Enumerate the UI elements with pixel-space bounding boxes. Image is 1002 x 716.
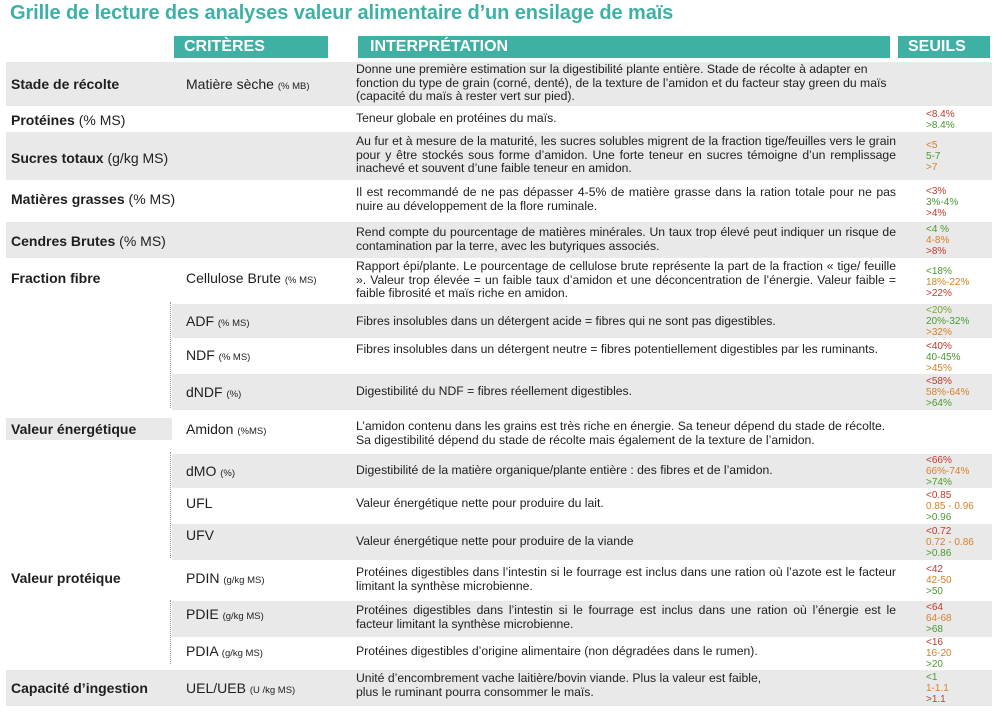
criterion-label: UEL/UEB (U /kg MS): [186, 680, 296, 696]
criterion-label: Amidon (%MS): [186, 421, 267, 437]
interpretation-text: Rapport épi/plante. Le pourcentage de cellulose brute représente la part de la fraction « tige/ feuille ». Valeur trop élevée = un faible taux d’amidon et une déconcentration de l’énergie. Valeur faible = faible fibrosité et maïs riche en amidon.: [356, 259, 896, 301]
criterion-label: PDIE (g/kg MS): [186, 606, 264, 622]
seuils-list: <3% 3%-4% >4%: [926, 186, 959, 219]
seuils-list: <58% 58%-64% >64%: [926, 376, 970, 409]
criterion-label: Matière sèche (% MB): [186, 76, 310, 92]
interpretation-text: Protéines digestibles d’origine alimentaire (non dégradées dans le rumen).: [356, 644, 758, 658]
interpretation-text: Donne une première estimation sur la digestibilité plante entière. Stade de récolte à adapter en fonction du type de grain (corné, denté), de la texture de l’amidon et du facteur stay green du maïs (capacité du maïs à rester vert sur pied).: [356, 62, 887, 104]
page-title: Grille de lecture des analyses valeur alimentaire d’un ensilage de maïs: [10, 2, 674, 24]
divider: [170, 452, 171, 558]
seuils-list: <1 1-1.1 >1.1: [926, 672, 949, 705]
seuils-list: <16 16-20 >20: [926, 637, 952, 670]
seuils-list: <5 5-7 >7: [926, 140, 941, 173]
interpretation-text: L’amidon contenu dans les grains est très riche en énergie. Sa teneur dépend du stade de récolte. Sa digestibilité dépend du stade de récolte mais également de la texture de l’amidon.: [356, 419, 886, 447]
interpretation-text: Digestibilité de la matière organique/plante entière : des fibres et de l’amidon.: [356, 463, 773, 477]
seuils-list: <0.72 0.72 - 0.86 >0.86: [926, 526, 974, 559]
seuils-list: <20% 20%-32% >32%: [926, 305, 970, 338]
category-label: Matières grasses (% MS): [11, 191, 176, 207]
header-seuils: SEUILS: [898, 36, 990, 58]
category-label: Sucres totaux (g/kg MS): [11, 150, 169, 166]
category-label: Valeur protéique: [11, 570, 121, 586]
criterion-label: dNDF (%): [186, 384, 242, 400]
interpretation-text: Unité d’encombrement vache laitière/bovin viande. Plus la valeur est faible, plus le ruminant pourra consommer le maïs.: [356, 671, 762, 699]
criterion-label: NDF (% MS): [186, 347, 251, 363]
interpretation-text: Fibres insolubles dans un détergent acide = fibres qui ne sont pas digestibles.: [356, 314, 776, 328]
interpretation-text: Il est recommandé de ne pas dépasser 4-5% de matière grasse dans la ration totale pour ne pas nuire au développement de la flore ruminale.: [356, 185, 896, 213]
category-label: Stade de récolte: [11, 76, 120, 92]
criterion-label: Cellulose Brute (% MS): [186, 270, 317, 286]
category-label: Protéines (% MS): [11, 112, 126, 128]
category-label: Cendres Brutes (% MS): [11, 233, 166, 249]
interpretation-text: Valeur énergétique nette pour produire du lait.: [356, 496, 604, 510]
interpretation-text: Rend compte du pourcentage de matières minérales. Un taux trop élevé peut indiquer un risque de contamination par la terre, avec les butyriques associés.: [356, 225, 896, 253]
criterion-label: UFV: [186, 527, 214, 543]
category-label: Capacité d’ingestion: [11, 680, 148, 696]
interpretation-text: Protéines digestibles dans l’intestin si le fourrage est inclus dans une ration où l’azote est le facteur limitant la synthèse microbienne.: [356, 565, 896, 593]
seuils-list: <66% 66%-74% >74%: [926, 455, 970, 488]
criterion-label: ADF (% MS): [186, 313, 250, 329]
criterion-label: UFL: [186, 495, 213, 511]
seuils-list: <0.85 0.85 - 0.96 >0.96: [926, 490, 974, 523]
header-criteres: CRITÈRES: [174, 36, 328, 58]
interpretation-text: Teneur globale en protéines du maïs.: [356, 111, 557, 125]
header-interpretation: INTERPRÉTATION: [358, 36, 890, 58]
seuils-list: <64 64-68 >68: [926, 602, 952, 635]
criterion-label: dMO (%): [186, 463, 236, 479]
category-label: Valeur énergétique: [11, 421, 137, 437]
interpretation-text: Digestibilité du NDF = fibres réellement digestibles.: [356, 384, 633, 398]
seuils-list: <40% 40-45% >45%: [926, 341, 961, 374]
interpretation-text: Fibres insolubles dans un détergent neutre = fibres potentiellement digestibles par les ruminants.: [356, 342, 878, 356]
seuils-list: <4 % 4-8% >8%: [926, 224, 950, 257]
interpretation-text: Au fur et à mesure de la maturité, les sucres solubles migrent de la fraction tige/feuilles vers le grain pour y être stockés sous forme d’amidon. Une forte teneur en sucres témoigne d’un remplissage inachevé et souvent d’une faible teneur en amidon.: [356, 134, 896, 176]
interpretation-text: Protéines digestibles dans l’intestin si le fourrage est inclus dans une ration où l’énergie est le facteur limitant la synthèse microbienne.: [356, 603, 896, 631]
seuils-list: <18% 18%-22% >22%: [926, 266, 970, 299]
seuils-list: <42 42-50 >50: [926, 564, 952, 597]
category-label: Fraction fibre: [11, 270, 101, 286]
criterion-label: PDIN (g/kg MS): [186, 570, 265, 586]
criterion-label: PDIA (g/kg MS): [186, 643, 263, 659]
divider: [170, 302, 171, 408]
divider: [170, 600, 171, 664]
seuils-list: <8.4% >8.4%: [926, 109, 955, 131]
interpretation-text: Valeur énergétique nette pour produire de la viande: [356, 534, 634, 548]
